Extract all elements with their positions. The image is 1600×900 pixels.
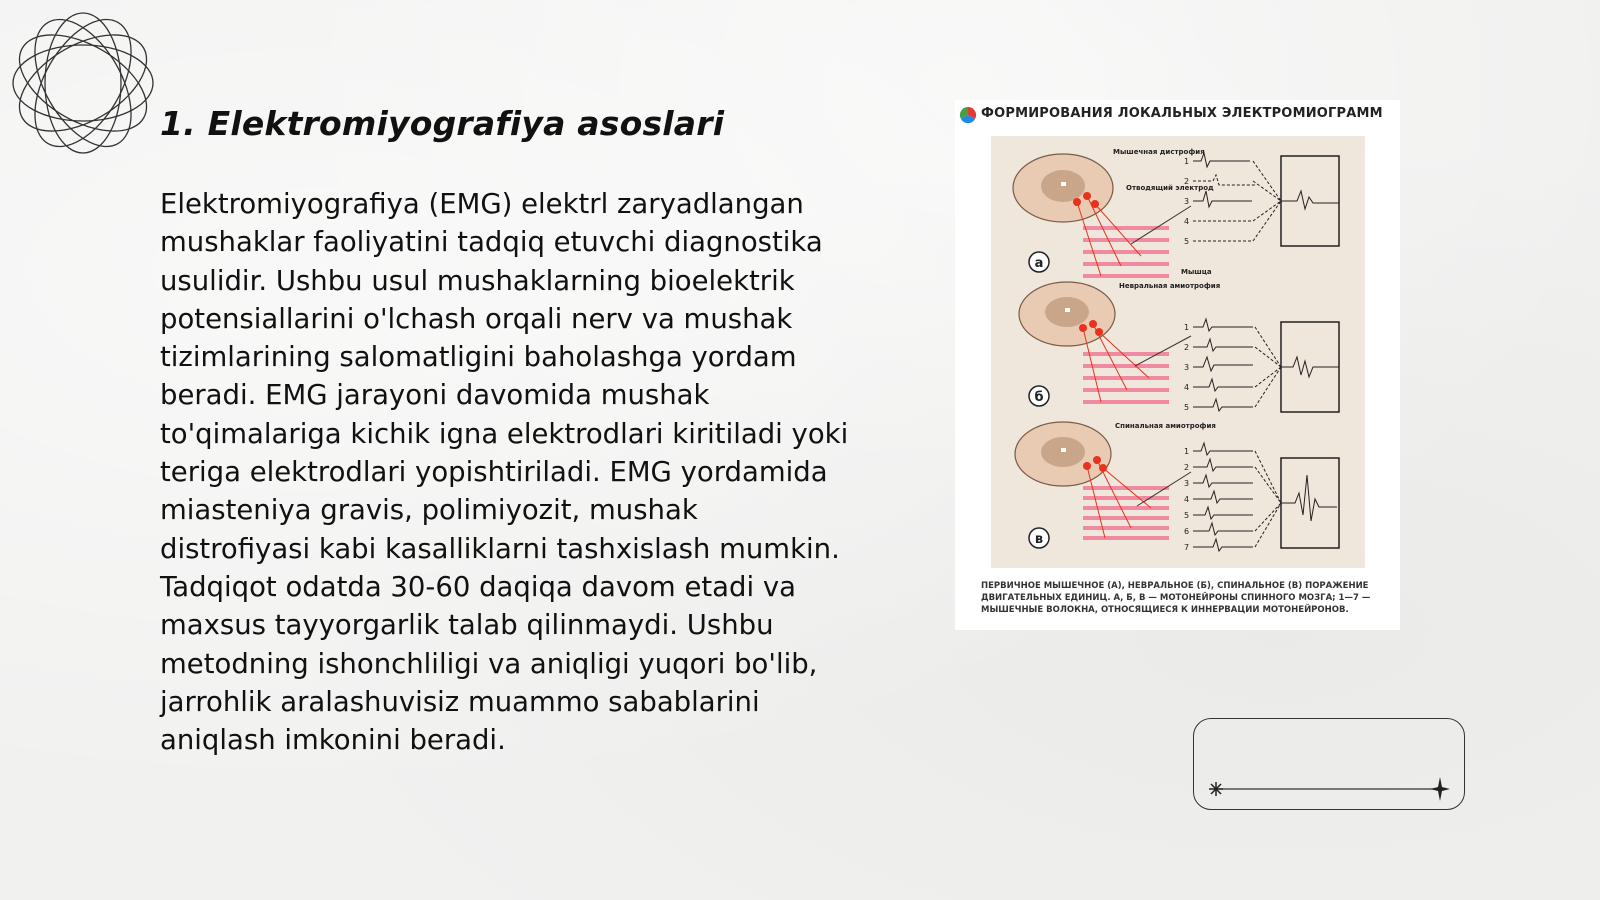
panel-a [1013, 148, 1339, 276]
panel-b-label-top: Невральная амиотрофия [1119, 282, 1221, 290]
trace-number: 2 [1184, 463, 1190, 472]
slide-title: 1. Elektromiyografiya asoslari [160, 104, 725, 143]
trace-number: 3 [1184, 363, 1190, 372]
emg-figure [955, 100, 1400, 630]
trace-number: 3 [1184, 479, 1190, 488]
trace-number: 1 [1184, 323, 1190, 332]
trace-number: 5 [1184, 403, 1190, 412]
trace-number: 1 [1184, 447, 1190, 456]
trace-number: 4 [1184, 217, 1190, 226]
slide-body-text: Elektromiyografiya (EMG) elektrl zaryadlangan mushaklar faoliyatini tadqiq etuvchi diagnostika usulidir. Ushbu usul mushaklarning bioelektrik potensiallarini o'lchash orqali nerv va mushak tizimlarining salomatligini baholashga yordam beradi. EMG jarayoni davomida mushak to'qimalariga kichik igna elektrodlari kiritiladi yoki teriga elektrodlari yopishtiriladi. EMG yordamida miasteniya gravis, polimiyozit, mushak distrofiyasi kabi kasalliklarni tashxislash mumkin. Tadqiqot odatda 30-60 daqiqa davom etadi va maxsus tayyorgarlik talab qilinmaydi. Ushbu metodning ishonchliligi va aniqligi yuqori bo'lib, jarrohlik aralashuvisiz muammo sabablarini aniqlash imkonini beradi. [160, 188, 849, 757]
trace-number: 7 [1184, 543, 1190, 552]
four-point-star-icon [1430, 777, 1450, 801]
circular-rosette-icon [8, 8, 158, 158]
trace-number: 3 [1184, 197, 1190, 206]
panel-b [1019, 282, 1339, 412]
trace-number: 6 [1184, 527, 1190, 536]
panel-c [1015, 422, 1339, 552]
trace-number: 2 [1184, 177, 1190, 186]
sparkle-icon [1209, 782, 1223, 796]
emg-diagram [991, 136, 1365, 568]
trace-number: 1 [1184, 157, 1190, 166]
panel-b-marker: б [1034, 390, 1044, 405]
trace-number: 5 [1184, 237, 1190, 246]
trace-number: 5 [1184, 511, 1190, 520]
figure-heading: ФОРМИРОВАНИЯ ЛОКАЛЬНЫХ ЭЛЕКТРОМИОГРАММ [981, 106, 1383, 121]
widget-line [1194, 719, 1466, 811]
panel-c-label-top: Спинальная амиотрофия [1115, 422, 1216, 430]
panel-a-electrode-label: Отводящий электрод [1126, 184, 1214, 192]
panel-a-label-top: Мышечная дистрофия [1113, 148, 1205, 156]
trace-number: 4 [1184, 495, 1190, 504]
panel-a-muscle-label: Мышца [1181, 268, 1212, 276]
colored-dot-icon [959, 106, 977, 124]
panel-c-marker: в [1034, 532, 1044, 547]
decorative-widget [1193, 718, 1465, 810]
figure-caption: ПЕРВИЧНОЕ МЫШЕЧНОЕ (А), НЕВРАЛЬНОЕ (Б), СПИНАЛЬНОЕ (В) ПОРАЖЕНИЕ ДВИГАТЕЛЬНЫХ ЕДИНИЦ. А, Б, В — МОТОНЕЙРОНЫ СПИННОГО МОЗГА; 1—7 — МЫШЕЧНЫЕ ВОЛОКНА, ОТНОСЯЩИЕСЯ К ИННЕРВАЦИИ МОТОНЕЙРОНОВ. [981, 581, 1371, 615]
trace-number: 2 [1184, 343, 1190, 352]
trace-number: 4 [1184, 383, 1190, 392]
panel-a-marker: а [1034, 256, 1044, 271]
